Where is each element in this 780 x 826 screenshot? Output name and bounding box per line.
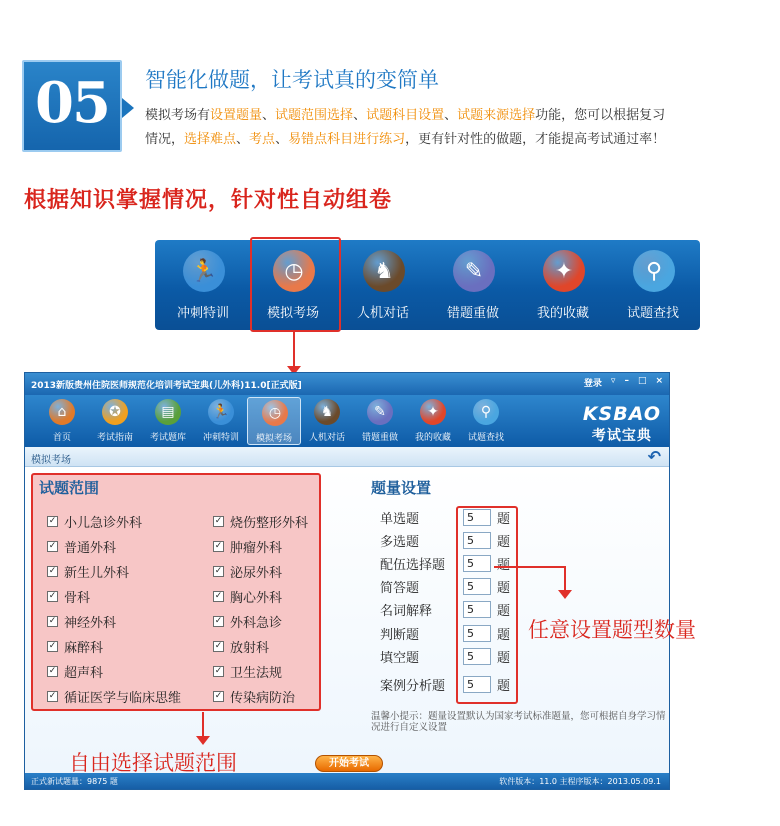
range-checkbox-row[interactable] <box>213 512 308 531</box>
breadcrumb <box>25 447 669 467</box>
app-toolbar-item-label: 模拟考场 <box>255 434 292 444</box>
range-label: 循证医学与临床思维 <box>64 691 182 706</box>
quantity-input[interactable]: 5 <box>463 578 491 595</box>
quantity-unit: 题 <box>497 651 511 666</box>
quantity-unit: 题 <box>497 535 511 550</box>
quantity-input[interactable]: 5 <box>463 648 491 665</box>
app-toolbar-item-label: 错题重做 <box>361 433 398 443</box>
window-controls <box>584 376 663 389</box>
range-label: 外科急诊 <box>230 616 283 631</box>
range-label: 放射科 <box>230 641 270 656</box>
app-toolbar-item-runner[interactable] <box>194 397 248 445</box>
app-toolbar-item-label: 首页 <box>52 433 71 443</box>
highlight-text: 选择难点 <box>184 132 237 147</box>
app-toolbar-item-label: 人机对话 <box>308 433 345 443</box>
description-text: ，更有针对性的做题，才能提高考试通过率！ <box>405 132 666 147</box>
description-text: 情况， <box>145 132 185 147</box>
chess-knight-icon: ♞ <box>314 399 340 425</box>
toolbar-highlight-box <box>250 237 341 332</box>
range-checkbox-row[interactable] <box>47 587 90 606</box>
connector-line <box>564 566 566 592</box>
gift-box-icon: ✦ <box>420 399 446 425</box>
range-checkbox-row[interactable] <box>47 612 116 631</box>
checkbox[interactable]: ✓ <box>214 566 223 576</box>
description-text: 、 <box>353 108 367 123</box>
quantity-unit: 题 <box>497 628 511 643</box>
quantity-label: 填空题 <box>380 651 420 666</box>
range-checkbox-row[interactable] <box>213 637 269 656</box>
range-checkbox-row[interactable] <box>47 687 181 706</box>
step-number-badge <box>22 60 122 152</box>
status-version: 软件版本：11.0 主程序版本：2013.05.09.1 <box>499 777 661 786</box>
runner-icon: 🏃 <box>183 250 225 292</box>
app-toolbar-item-pen[interactable] <box>353 397 407 445</box>
app-toolbar-item-clock[interactable] <box>247 397 301 445</box>
annotation-range: 自由选择试题范围 <box>69 751 237 775</box>
checkbox[interactable]: ✓ <box>48 666 57 676</box>
toolbar-item-label: 人机对话 <box>356 306 409 321</box>
runner-icon: 🏃 <box>208 399 234 425</box>
range-checkbox-row[interactable] <box>47 537 116 556</box>
main-toolbar <box>155 240 700 330</box>
clock-icon: ◷ <box>273 250 315 292</box>
range-label: 小儿急诊外科 <box>64 516 143 531</box>
home-icon: ⌂ <box>49 399 75 425</box>
app-toolbar-item-books[interactable] <box>141 397 195 445</box>
quantity-unit: 题 <box>497 512 511 527</box>
checkbox[interactable]: ✓ <box>214 516 223 526</box>
app-window <box>24 372 670 790</box>
minimize-button[interactable]: – <box>624 376 629 386</box>
description-text: 模拟考场有 <box>145 108 211 123</box>
tip-text: 温馨小提示：题量设置默认为国家考试标准题量，您可根据自身学习情况进行自定义设置 <box>371 711 666 733</box>
range-checkbox-row[interactable] <box>213 687 295 706</box>
highlight-text: 考点 <box>249 132 276 147</box>
magnifier-icon: ⚲ <box>473 399 499 425</box>
pen-icon: ✎ <box>453 250 495 292</box>
checkbox[interactable]: ✓ <box>214 666 223 676</box>
chess-knight-icon: ♞ <box>363 250 405 292</box>
window-title: 2013新版贵州住院医师规范化培训考试宝典(儿外科)11.0[正式版] <box>31 381 302 391</box>
toolbar-item-label: 错题重做 <box>446 306 499 321</box>
back-arrow-icon[interactable]: ↶ <box>647 447 661 466</box>
toolbar-item-chess-knight[interactable] <box>343 240 423 330</box>
range-title: 试题范围 <box>39 479 100 497</box>
description-text: 功能，您可以根据复习 <box>535 108 666 123</box>
toolbar-item-runner[interactable] <box>163 240 243 330</box>
description-text: 、 <box>236 132 250 147</box>
range-checkbox-row[interactable] <box>47 562 129 581</box>
quantity-unit <box>497 554 510 573</box>
app-toolbar-item-compass[interactable] <box>88 397 142 445</box>
connector-arrow <box>558 590 572 599</box>
step-number: 05 <box>35 70 109 136</box>
quantity-input[interactable]: 5 <box>463 509 491 526</box>
range-checkbox-row[interactable] <box>213 587 282 606</box>
app-toolbar-item-gift-box[interactable] <box>406 397 460 445</box>
app-toolbar-item-home[interactable] <box>35 397 89 445</box>
connector-arrow <box>196 736 210 745</box>
connector-line <box>494 566 566 568</box>
checkbox[interactable]: ✓ <box>48 641 57 651</box>
maximize-button[interactable]: □ <box>637 376 647 386</box>
quantity-unit: 题 <box>497 604 511 619</box>
quantity-input[interactable]: 5 <box>463 532 491 549</box>
range-label: 新生儿外科 <box>64 566 130 581</box>
checkbox[interactable]: ✓ <box>48 566 57 576</box>
start-exam-button[interactable]: 开始考试 <box>315 755 383 772</box>
connector-line <box>202 712 204 738</box>
close-button[interactable]: × <box>655 376 663 386</box>
description-text: 、 <box>275 132 289 147</box>
breadcrumb-label: 模拟考场 <box>31 455 71 466</box>
highlight-text: 试题科目设置 <box>366 108 445 123</box>
quantity-label: 名词解释 <box>380 604 433 619</box>
quantity-label: 案例分析题 <box>380 679 446 694</box>
range-checkbox-row[interactable] <box>213 562 282 581</box>
toolbar-item-label: 模拟考场 <box>266 306 319 321</box>
quantity-unit: 题 <box>497 679 511 694</box>
checkbox[interactable]: ✓ <box>48 591 57 601</box>
highlight-text: 设置题量 <box>210 108 263 123</box>
range-label: 胸心外科 <box>230 591 283 606</box>
description-line-1 <box>145 104 665 123</box>
login-link[interactable]: 登录 <box>583 379 602 389</box>
brand-subtitle: 考试宝典 <box>591 428 652 444</box>
range-label: 普通外科 <box>64 541 117 556</box>
range-checkbox-row[interactable] <box>47 512 142 531</box>
clock-icon: ◷ <box>262 400 288 426</box>
range-label: 烧伤整形外科 <box>230 516 309 531</box>
headline: 智能化做题，让考试真的变简单 <box>145 68 439 92</box>
app-toolbar-item-chess-knight[interactable] <box>300 397 354 445</box>
range-checkbox-row[interactable] <box>47 637 103 656</box>
annotation-quantity: 任意设置题型数量 <box>528 618 696 642</box>
range-label: 传染病防治 <box>230 691 296 706</box>
description-text: 、 <box>444 108 458 123</box>
gift-box-icon: ✦ <box>543 250 585 292</box>
description-text: 、 <box>262 108 276 123</box>
quantity-input[interactable]: 5 <box>463 625 491 642</box>
range-label: 骨科 <box>64 591 91 606</box>
quantity-unit: 题 <box>497 581 511 596</box>
description-line-2 <box>145 128 665 147</box>
checkbox[interactable]: ✓ <box>214 591 223 601</box>
quantity-input[interactable]: 5 <box>463 676 491 693</box>
compass-icon: ✪ <box>102 399 128 425</box>
app-toolbar-item-label: 冲刺特训 <box>202 433 239 443</box>
quantity-input[interactable]: 5 <box>463 601 491 618</box>
app-toolbar <box>25 395 669 447</box>
books-icon: ▤ <box>155 399 181 425</box>
quantity-label: 判断题 <box>380 628 420 643</box>
range-label: 肿瘤外科 <box>230 541 283 556</box>
range-label: 泌尿外科 <box>230 566 283 581</box>
checkbox[interactable]: ✓ <box>214 691 223 701</box>
toolbar-item-pen[interactable] <box>433 240 513 330</box>
checkbox[interactable]: ✓ <box>214 641 223 651</box>
range-label: 卫生法规 <box>230 666 283 681</box>
app-toolbar-item-label: 我的收藏 <box>414 433 451 443</box>
dropdown-control[interactable]: ▿ <box>610 376 616 386</box>
badge-arrow <box>122 98 134 118</box>
range-label: 神经外科 <box>64 616 117 631</box>
window-titlebar <box>25 373 669 395</box>
range-checkbox-row[interactable] <box>47 662 103 681</box>
quantity-label: 简答题 <box>380 581 420 596</box>
checkbox[interactable]: ✓ <box>214 616 223 626</box>
ksbao-logo <box>583 403 661 445</box>
brand-name: KSBAO <box>582 403 661 425</box>
status-question-count: 正式新试题量：9875 题 <box>31 777 118 786</box>
range-label: 超声科 <box>64 666 104 681</box>
range-checkbox-row[interactable] <box>213 662 282 681</box>
range-checkbox-row[interactable] <box>213 612 282 631</box>
checkbox[interactable]: ✓ <box>48 691 57 701</box>
highlight-text: 试题范围选择 <box>275 108 354 123</box>
checkbox[interactable]: ✓ <box>48 541 57 551</box>
range-label: 麻醉科 <box>64 641 104 656</box>
app-toolbar-item-label: 考试题库 <box>149 433 186 443</box>
app-toolbar-item-label: 考试指南 <box>96 433 133 443</box>
magnifier-icon: ⚲ <box>633 250 675 292</box>
app-toolbar-item-label: 试题查找 <box>467 433 504 443</box>
range-checkbox-row[interactable] <box>213 537 282 556</box>
toolbar-item-label: 试题查找 <box>626 306 679 321</box>
quantity-label: 配伍选择题 <box>380 558 446 573</box>
checkbox[interactable]: ✓ <box>48 616 57 626</box>
checkbox[interactable]: ✓ <box>214 541 223 551</box>
toolbar-item-label: 我的收藏 <box>536 306 589 321</box>
highlight-text: 易错点科目进行练习 <box>288 132 406 147</box>
section-title: 根据知识掌握情况，针对性自动组卷 <box>24 188 393 213</box>
highlight-text: 试题来源选择 <box>457 108 536 123</box>
toolbar-item-magnifier[interactable] <box>613 240 693 330</box>
checkbox[interactable]: ✓ <box>48 516 57 526</box>
quantity-label: 多选题 <box>380 535 420 550</box>
pen-icon: ✎ <box>367 399 393 425</box>
toolbar-item-gift-box[interactable] <box>523 240 603 330</box>
toolbar-item-label: 冲刺特训 <box>176 306 229 321</box>
quantity-label: 单选题 <box>380 512 420 527</box>
quantity-input[interactable]: 5 <box>463 555 491 572</box>
app-toolbar-item-magnifier[interactable] <box>459 397 513 445</box>
quantity-title: 题量设置 <box>371 479 432 497</box>
